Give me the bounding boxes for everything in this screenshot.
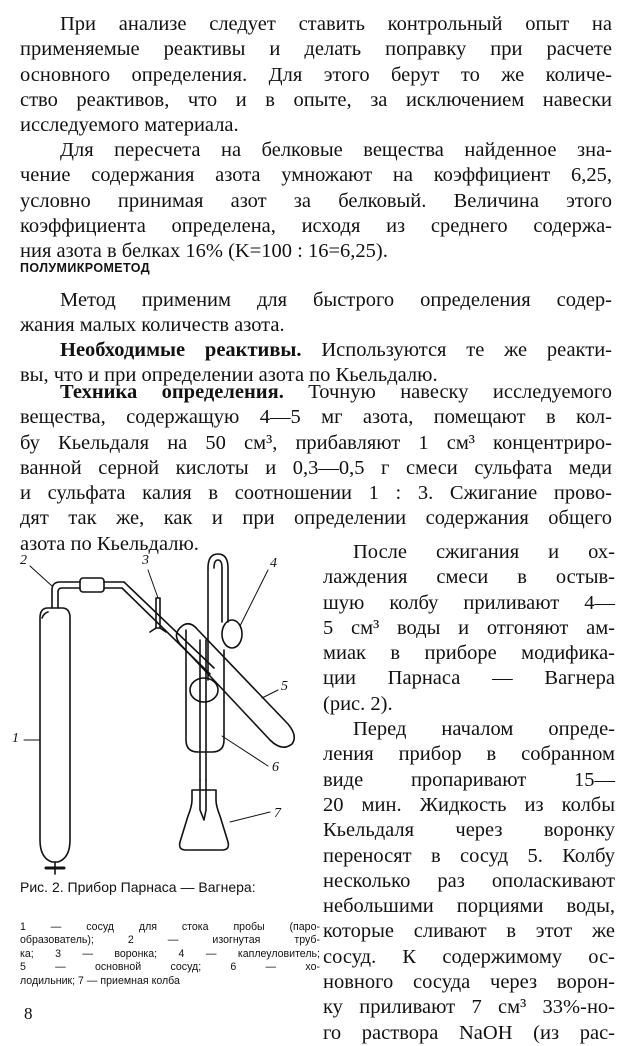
text-line: (рис. 2).: [323, 692, 393, 715]
figure-label-6: 6: [272, 760, 279, 775]
figure-label-2: 2: [20, 553, 27, 568]
figure-label-3: 3: [142, 553, 149, 568]
right-column-text: [323, 540, 615, 1046]
text-line: Перед началом опреде-: [353, 718, 615, 741]
paragraph-control-test: [20, 12, 612, 138]
text-line: азота по Кьельдалю.: [20, 532, 199, 555]
leader-line-2: [30, 566, 52, 586]
technique-heading: Техника определения.: [60, 381, 284, 403]
paragraph-method-scope: [20, 288, 612, 339]
text-line: После сжигания и ох-: [353, 541, 615, 563]
leader-line-7: [230, 812, 270, 822]
tube-connector: [80, 578, 104, 592]
leader-line-3: [148, 570, 158, 598]
text-line: небольшими порциями воды,: [323, 895, 615, 918]
text-line: условно принимая азот за белковый. Величина этого: [20, 189, 612, 212]
text-line: вы, что и при определении азота по Кьельдалю.: [20, 364, 438, 387]
legend-line: 5 — основной сосуд; 6 — хо-: [20, 961, 320, 974]
drop-catcher-tube: [208, 554, 228, 622]
text-line: коэффициента определена, исходя из среднего содержа-: [20, 214, 612, 237]
reagents-heading: Необходимые реактивы.: [60, 339, 302, 361]
text-line: бу Кьельдаля на 50 см³, прибавляют 1 см³ концентриро-: [20, 431, 612, 454]
legend-line: лодильник; 7 — приемная колба: [20, 974, 180, 987]
text-line: Кьельдаля через воронку: [323, 819, 615, 842]
text-line: и сульфата калия в соотношении 1 : 3. Сжигание прово-: [20, 482, 612, 505]
vessel-1-rim: [42, 612, 48, 618]
text-fragment: Используются те же реакти-: [301, 339, 612, 361]
page-number: 8: [24, 1004, 33, 1023]
text-line: виде пропаривают 15—: [323, 768, 615, 791]
figure-label-5: 5: [281, 679, 288, 694]
legend-line: ка; 3 — воронка; 4 — каплеуловитель;: [20, 947, 320, 960]
legend-line: 1 — сосуд для стока пробы (паро-: [20, 921, 320, 933]
text-line: го раствора NaOH (из рас-: [323, 1021, 615, 1044]
text-line: чение содержания азота умножают на коэффициент 6,25,: [20, 164, 612, 187]
main-vessel-5: [176, 624, 294, 747]
text-line: [20, 338, 612, 363]
leader-line-6: [222, 736, 268, 766]
text-line: При анализе следует ставить контрольный опыт на: [60, 13, 612, 35]
figure-label-1: 1: [12, 731, 19, 746]
condenser-bulb: [190, 678, 218, 702]
text-line: вещества, содержащую 4—5 мг азота, помещают в кол-: [20, 406, 612, 429]
figure-label-4: 4: [270, 556, 277, 571]
text-line: жания малых количеств азота.: [20, 314, 285, 337]
figure-caption: Рис. 2. Прибор Парнаса — Вагнера:: [20, 879, 256, 895]
legend-line: образователь); 2 — изогнутая труб-: [20, 934, 320, 947]
text-line: сосуд. К содержимому ос-: [323, 945, 615, 968]
text-line: ку приливают 7 см³ 33%-но-: [323, 996, 615, 1019]
text-line: лаждения смеси в остыв-: [323, 566, 615, 589]
paragraph-technique: [20, 380, 612, 557]
apparatus-figure: [0, 540, 320, 875]
text-line: Для пересчета на белковые вещества найденное зна-: [60, 139, 612, 161]
text-line: новного сосуда через ворон-: [323, 971, 615, 994]
text-line: шую колбу приливают 4—: [323, 591, 615, 614]
section-title: ПОЛУМИКРОМЕТОД: [20, 261, 151, 275]
leader-line-5: [262, 690, 278, 698]
text-line: Метод применим для быстрого определения содер-: [60, 289, 612, 311]
text-line: переносят в сосуд 5. Колбу: [323, 844, 615, 867]
text-line: ванной серной кислоты и 0,3—0,5 г смеси сульфата меди: [20, 456, 612, 479]
paragraph-protein-recalc: [20, 138, 612, 264]
text-line: ции Парнаса — Вагнера: [323, 667, 615, 690]
text-line: несколько раз ополаскивают: [323, 869, 615, 892]
text-line: дят так же, как и при определении содержания общего: [20, 507, 612, 530]
text-line: ния азота в белках 16% (K=100 : 16=6,25).: [20, 240, 388, 263]
bent-tube-2-diag-inner: [104, 588, 210, 674]
leader-line-4: [240, 570, 268, 626]
drop-catcher-4: [222, 620, 242, 648]
text-line: ления прибор в собранном: [323, 743, 615, 766]
figure-label-7: 7: [274, 806, 281, 821]
bent-tube-2-left-inner: [58, 588, 80, 608]
bent-tube-2-left: [52, 582, 80, 608]
text-line: 20 мин. Жидкость из колбы: [323, 793, 615, 816]
text-fragment: Точную навеску исследуемого: [283, 381, 612, 403]
text-line: ство реактивов, что и в опыте, за исключением навески: [20, 88, 612, 111]
vessel-1-shape: [40, 608, 70, 862]
text-line: применяемые реактивы и делать поправку при расчете: [20, 38, 612, 61]
text-line: 5 см³ воды и отгоняют ам-: [323, 616, 615, 639]
text-line: миак в приборе модифика-: [323, 642, 615, 665]
figure-legend: [20, 921, 320, 988]
text-line: исследуемого материала.: [20, 114, 239, 137]
text-line: основного определения. Для этого берут то же количе-: [20, 63, 612, 86]
condenser-outlet: [200, 780, 206, 820]
text-line: [20, 380, 612, 405]
text-line: которые сливают в этот же: [323, 920, 615, 943]
drop-catcher-tube-inner: [214, 560, 222, 622]
